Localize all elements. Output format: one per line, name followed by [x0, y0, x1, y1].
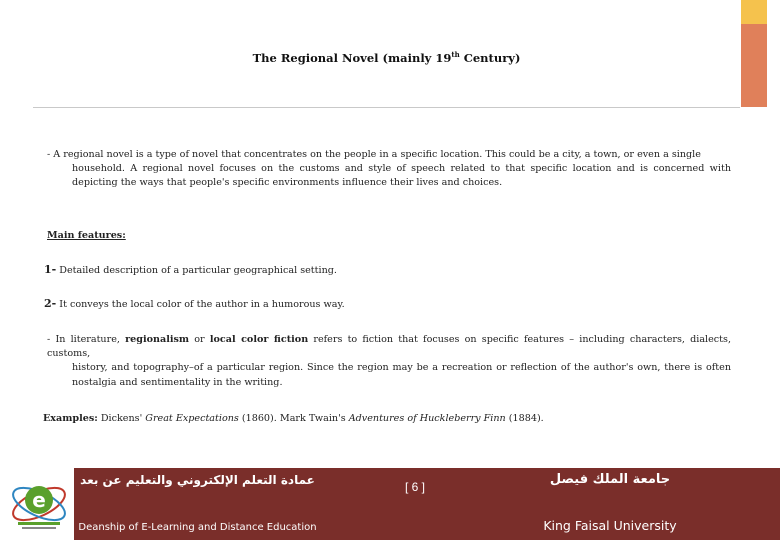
accent-block-yellow	[741, 0, 767, 24]
paragraph-lead-end: refers to fiction that focuses on specific features – including characters, dialects, customs,	[47, 334, 732, 360]
paragraph-rest: household. A regional novel focuses on the customs and style of speech related to that specific location and is concerned with depicting the ways that people's specific environments influence their lives and choices.	[72, 163, 731, 189]
list-item	[44, 297, 345, 312]
list-item	[44, 263, 337, 278]
work-title: Great Expectations	[145, 413, 239, 424]
item-text: Detailed description of a particular geographical setting.	[56, 265, 337, 276]
examples-line	[43, 412, 544, 426]
title-area	[33, 0, 740, 108]
university-arabic: جامعة الملك فيصل	[549, 472, 671, 487]
title-text-end: Century)	[459, 50, 521, 65]
examples-text: Dickens'	[97, 413, 146, 424]
paragraph-intro: In literature,	[55, 334, 126, 345]
page-title	[33, 50, 740, 65]
university-english: King Faisal University	[543, 518, 677, 533]
examples-text: (1860). Mark Twain's	[238, 413, 349, 424]
keyword-regionalism: regionalism	[125, 334, 190, 345]
deanship-english: Deanship of E-Learning and Distance Education	[78, 522, 317, 533]
connector: or	[189, 334, 210, 345]
definition-paragraph	[47, 148, 731, 191]
examples-label: Examples:	[43, 413, 98, 424]
accent-block-orange	[741, 24, 767, 107]
item-text: It conveys the local color of the author in a humorous way.	[56, 299, 345, 310]
deanship-arabic: عمادة التعلم الإلكتروني والتعليم عن بعد	[80, 473, 315, 487]
bullet: -	[47, 334, 56, 345]
page-number: [ 6 ]	[404, 480, 425, 494]
bullet: -	[47, 149, 54, 160]
item-number: 2-	[44, 297, 57, 310]
paragraph-rest: history, and topography–of a particular region. Since the region may be a recreation or reflection of the author's own, there is often nostalgia and sentimentality in the writing.	[72, 362, 731, 388]
regionalism-paragraph	[47, 333, 731, 390]
title-superscript: th	[451, 50, 460, 59]
features-heading: Main features:	[47, 230, 126, 241]
examples-text: (1884).	[505, 413, 544, 424]
item-number: 1-	[44, 263, 57, 276]
svg-text:e: e	[32, 488, 46, 512]
work-title: Adventures of Huckleberry Finn	[348, 413, 506, 424]
keyword-local-color: local color fiction	[209, 334, 309, 345]
title-text: The Regional Novel (mainly 19	[252, 50, 452, 65]
paragraph-lead: A regional novel is a type of novel that concentrates on the people in a specific location. This could be a city, a town, or even a single	[53, 149, 701, 160]
e-learning-logo-icon	[6, 470, 72, 536]
